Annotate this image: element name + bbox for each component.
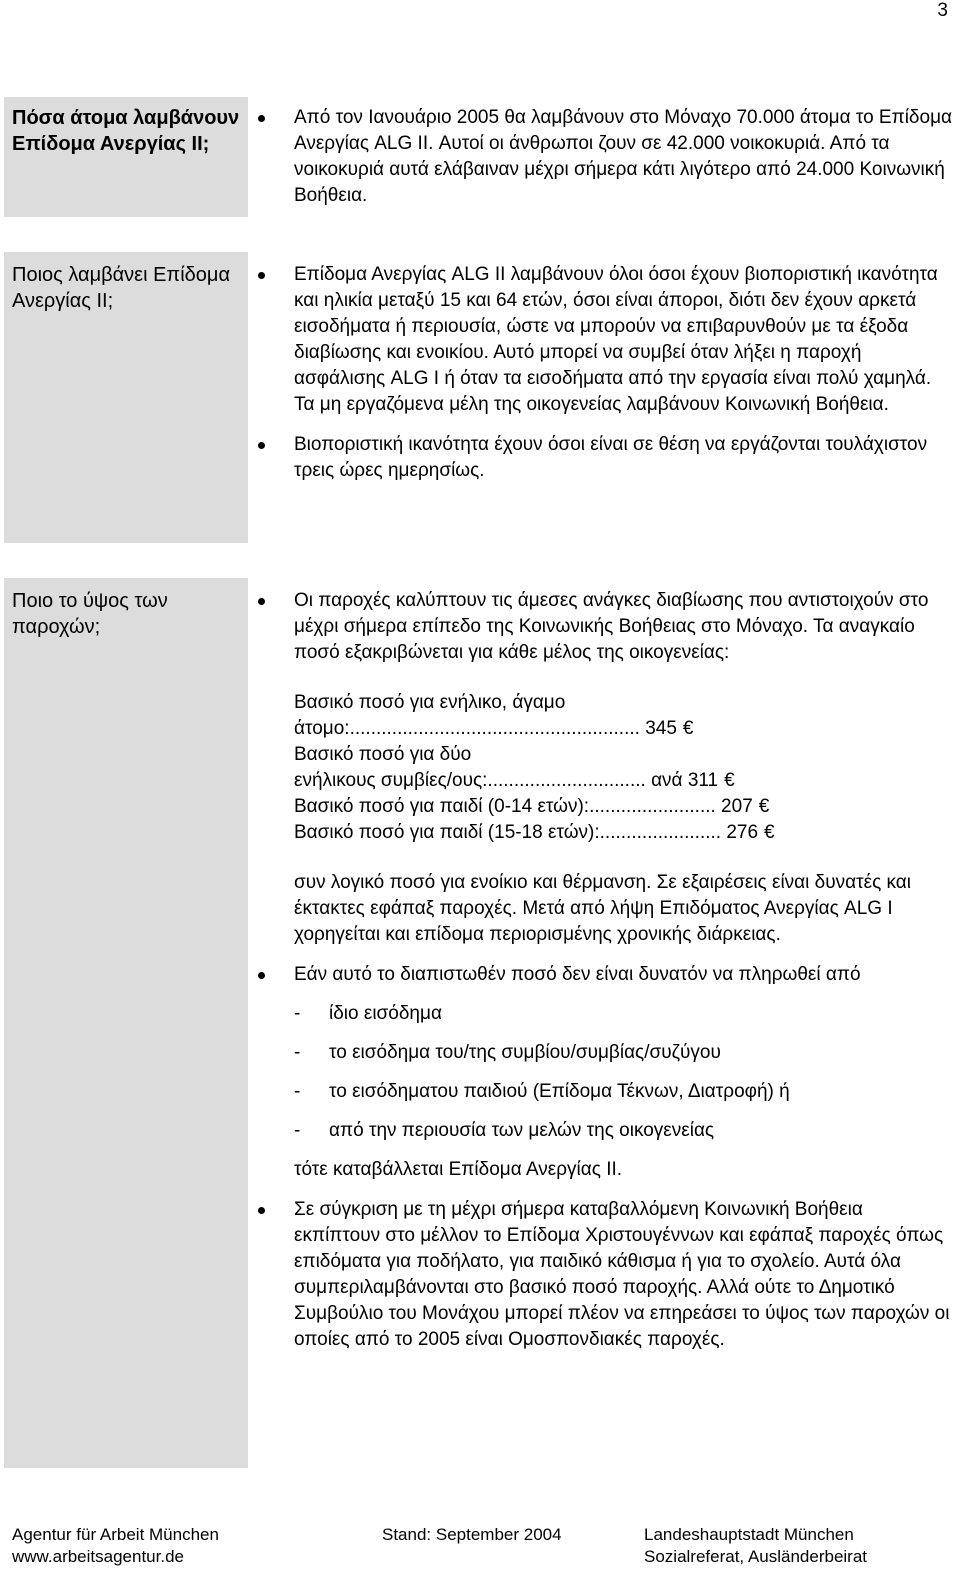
amount-line-3: Βασικό ποσό για παιδί (0-14 ετών):........................ 207 € [294, 794, 954, 820]
bullet-icon [258, 598, 265, 605]
section-label [4, 252, 248, 543]
dash-icon: - [294, 1081, 301, 1102]
bullet-icon [258, 972, 265, 979]
amount-line-2b: ενήλικους συμβίες/ους:.............................. ανά 311 € [294, 768, 954, 794]
section-content [250, 105, 954, 209]
dash-icon: - [294, 1120, 301, 1141]
after-amounts-text: συν λογικό ποσό για ενοίκιο και θέρμανση. Σε εξαιρέσεις είναι δυνατές και έκτακτες εφάπαξ παροχές. Μετά από λήψη Επιδόματος Ανεργίας ALG I χορηγείται και επίδομα περιορισμένης χρονικής διάρκειας. [294, 872, 911, 945]
bullet-icon [258, 272, 265, 279]
list-item: Οι παροχές καλύπτουν τις άμεσες ανάγκες διαβίωσης που αντιστοιχούν στο μέχρι σήμερα επίπεδο της Κοινωνικής Βοήθειας στο Μόναχο. Τα αναγκαίο ποσό εξακριβώνεται για κάθε μέλος της οικογενείας: [250, 588, 954, 666]
dash-item: - το εισόδημα του/της συμβίου/συμβίας/συζύγου [250, 1040, 954, 1066]
page-footer [12, 1524, 942, 1568]
amount-line-1b: άτομο:....................................................... 345 € [294, 716, 954, 742]
footer-left: Agentur für Arbeit München www.arbeitsagentur.de [12, 1525, 219, 1566]
dash-icon: - [294, 1042, 301, 1063]
section-content [250, 262, 954, 484]
dash-item: - ίδιο εισόδημα [250, 1001, 954, 1027]
section-who-receives [4, 252, 954, 543]
section-label-text: Ποιος λαμβάνει Επίδομα Ανεργίας ΙΙ; [12, 264, 231, 312]
list-item: Επίδομα Ανεργίας ALG II λαμβάνουν όλοι όσοι έχουν βιοποριστική ικανότητα και ηλικία μεταξύ 15 και 64 ετών, όσοι είναι άποροι, διότι δεν έχουν αρκετά εισοδήματα ή περιουσία, ώστε να μπορούν να επιβαρυνθούν με τα έξοδα διαβίωσης και ενοικίου. Αυτό μπορεί να συμβεί όταν λήξει η παροχή ασφάλισης ALG I ή όταν τα εισοδήματα από την εργασία είναι πολύ χαμηλά. Τα μη εργαζόμενα μέλη της οικογενείας λαμβάνουν Κοινωνική Βοήθεια. [250, 262, 954, 418]
section-content [250, 588, 954, 1353]
section-how-many [4, 97, 954, 217]
euro-icon: € [758, 796, 770, 817]
page-number: 3 [937, 0, 948, 21]
section-label-text: Ποιο το ύψος των παροχών; [12, 590, 168, 638]
amount-line-1a: Βασικό ποσό για ενήλικο, άγαμο [294, 692, 566, 713]
amount-line-2a: Βασικό ποσό για δύο [294, 744, 472, 765]
list-item: Από τον Ιανουάριο 2005 θα λαμβάνουν στο Μόναχο 70.000 άτομα το Επίδομα Ανεργίας ALG II. Αυτοί οι άνθρωποι ζουν σε 42.000 νοικοκυριά. Από τα νοικοκυριά αυτά ελάβαιναν μέχρι σήμερα κάτι λιγότερο από 24.000 Κοινωνική Βοήθεια. [250, 105, 954, 209]
list-item: Σε σύγκριση με τη μέχρι σήμερα καταβαλλόμενη Κοινωνική Βοήθεια εκπίπτουν στο μέλλον το Επίδομα Χριστουγέννων και εφάπαξ παροχές όπως επιδόματα για ποδήλατο, για παιδικό κάθισμα ή για το σχολείο. Αυτά όλα συμπεριλαμβάνονται στο βασικό ποσό παροχής. Αλλά ούτε το Δημοτικό Συμβούλιο του Μονάχου μπορεί πλέον να επηρεάσει το ύψος των παροχών οι οποίες από το 2005 είναι Ομοσπονδιακές παροχές. [250, 1197, 954, 1353]
list-item: Βιοποριστική ικανότητα έχουν όσοι είναι σε θέση να εργάζονται τουλάχιστον τρεις ώρες ημερησίως. [250, 432, 954, 484]
dash-item: - από την περιουσία των μελών της οικογενείας [250, 1118, 954, 1144]
footer-right: Landeshauptstadt München Sozialreferat, Ausländerbeirat [644, 1525, 868, 1566]
section-label [4, 578, 248, 1468]
bullet-icon [258, 115, 265, 122]
dash-item: - το εισόδηματου παιδιού (Επίδομα Τέκνων, Διατροφή) ή [250, 1079, 954, 1105]
section-benefit-amount [4, 578, 954, 1468]
dash-icon: - [294, 1003, 301, 1024]
section-label [4, 97, 248, 217]
section-label-text: Πόσα άτομα λαμβάνουν Επίδομα Ανεργίας ΙΙ; [12, 107, 240, 155]
bullet-icon [258, 442, 265, 449]
euro-icon: € [724, 770, 735, 791]
footer-center: Stand: September 2004 [382, 1525, 562, 1544]
bullet-icon [258, 1207, 265, 1214]
amounts-block [250, 690, 954, 846]
euro-icon: € [682, 718, 694, 739]
euro-icon: € [764, 822, 775, 843]
conclusion-text: τότε καταβάλλεται Επίδομα Ανεργίας ΙΙ. [294, 1159, 623, 1180]
list-item: Εάν αυτό το διαπιστωθέν ποσό δεν είναι δυνατόν να πληρωθεί από [250, 962, 954, 988]
amount-line-4: Βασικό ποσό για παιδί (15-18 ετών):....................... 276 € [294, 820, 954, 846]
